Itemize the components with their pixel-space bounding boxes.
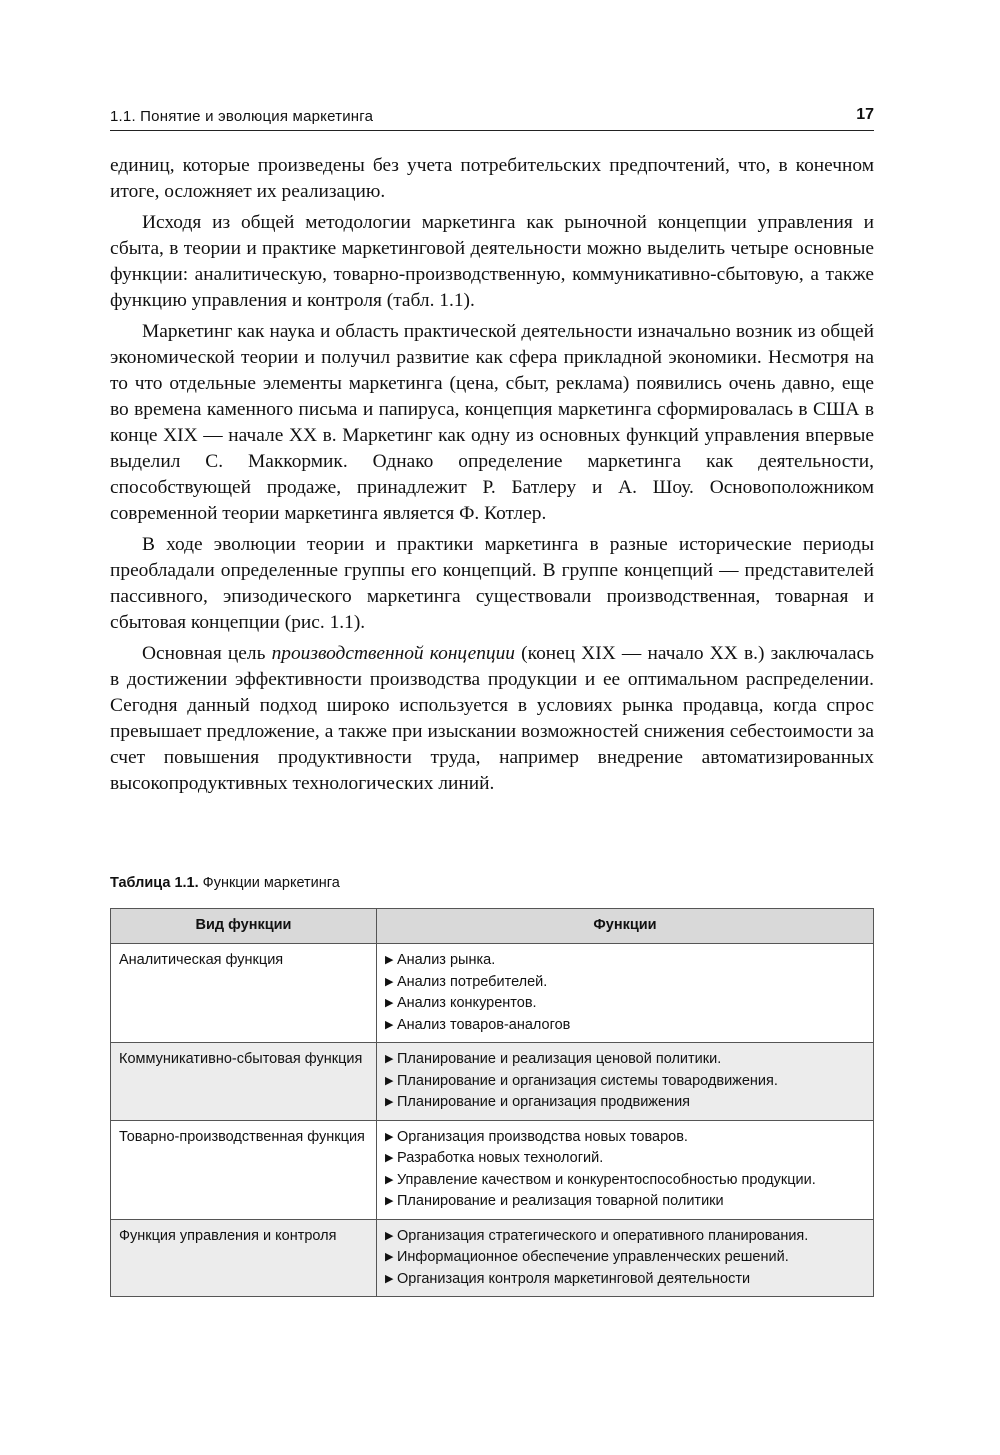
function-item-text: Планирование и организация системы товародвижения. [397, 1072, 778, 1089]
body-text [110, 153, 874, 802]
table-caption-label: Таблица 1.1. [110, 875, 199, 891]
paragraph-5-emphasis: производственной концепции [271, 642, 515, 664]
table-caption-text: Функции маркетинга [198, 875, 340, 891]
table-body [111, 944, 874, 1297]
function-list-item [385, 1247, 865, 1269]
function-list-cell [377, 1043, 874, 1121]
triangle-right-icon: ▶ [385, 1195, 394, 1207]
function-item-text: Анализ конкурентов. [397, 995, 537, 1011]
triangle-right-icon: ▶ [385, 1272, 394, 1285]
function-list-cell [377, 944, 874, 1043]
triangle-right-icon: ▶ [385, 975, 394, 988]
triangle-right-icon: ▶ [385, 1173, 394, 1186]
function-item-text: Управление качеством и конкурентоспособностью продукции. [397, 1171, 816, 1188]
function-list [385, 1226, 865, 1291]
function-list-item [385, 1049, 865, 1071]
function-item-text: Анализ потребителей. [397, 973, 548, 990]
function-kind-cell: Функция управления и контроля [111, 1219, 377, 1297]
function-list [385, 950, 865, 1036]
page-number: 17 [856, 106, 874, 123]
function-item-text: Информационное обеспечение управленческих решений. [397, 1249, 789, 1265]
function-list-item [385, 1127, 865, 1149]
function-item-text: Планирование и организация продвижения [397, 1094, 691, 1110]
function-list-item [385, 1015, 865, 1037]
triangle-right-icon: ▶ [385, 1130, 394, 1143]
function-item-text: Организация контроля маркетинговой деятельности [397, 1270, 751, 1287]
function-list [385, 1049, 865, 1114]
function-list-item [385, 1170, 865, 1192]
function-item-text: Анализ рынка. [397, 952, 496, 968]
function-item-text: Разработка новых технологий. [397, 1150, 604, 1166]
table-row [111, 1043, 874, 1121]
function-list-item [385, 950, 865, 972]
table-header-row [111, 909, 874, 944]
paragraph-5-end: (конец XIX — начало XX в.) заключалась в достижении эффективности производства продукции и ее оптимальном распределении. Сегодня данный подход широко используется в условиях рынка продавца, когда спрос превышает предложение, а также при изыскании возможностей снижения себестоимости за счет повышения продуктивности труда, например внедрение автоматизированных высокопродуктивных технологических линий. [110, 642, 874, 795]
function-item-text: Планирование и реализация ценовой политики. [397, 1051, 722, 1067]
section-title: 1.1. Понятие и эволюция маркетинга [110, 108, 374, 125]
table-row [111, 1219, 874, 1297]
table-caption [110, 875, 340, 891]
triangle-right-icon: ▶ [385, 1018, 394, 1031]
paragraph-1: единиц, которые произведены без учета потребительских предпочтений, что, в конечном итоге, осложняет их реализацию. [110, 155, 874, 203]
function-list-item [385, 993, 865, 1015]
running-header [110, 104, 874, 130]
function-kind-cell: Аналитическая функция [111, 944, 377, 1043]
function-item-text: Планирование и реализация товарной политики [397, 1193, 724, 1209]
function-list-item [385, 972, 865, 994]
table-row [111, 944, 874, 1043]
functions-table [110, 908, 874, 1297]
function-kind-cell: Товарно-производственная функция [111, 1120, 377, 1219]
triangle-right-icon: ▶ [385, 1053, 394, 1065]
paragraph-3: Маркетинг как наука и область практической деятельности изначально возник из общей экономической теории и получил развитие как сфера прикладной экономики. Несмотря на то что отдельные элементы маркетинга (цена, сбыт, реклама) появились очень давно, еще во времена каменного письма и папируса, концепция маркетинга сформировалась в США в конце XIX — начале XX в. Маркетинг как одну из основных функций управления впервые выделил С. Маккормик. Однако определение маркетинга как деятельности, способствующей продаже, принадлежит Р. Батлеру и А. Шоу. Основоположником современной теории маркетинга является Ф. Котлер. [110, 320, 874, 525]
function-list-item [385, 1269, 865, 1291]
triangle-right-icon: ▶ [385, 1152, 394, 1164]
triangle-right-icon: ▶ [385, 1096, 394, 1108]
function-list-cell [377, 1120, 874, 1219]
table-row [111, 1120, 874, 1219]
triangle-right-icon: ▶ [385, 954, 394, 966]
function-item-text: Организация производства новых товаров. [397, 1128, 688, 1145]
column-header-kind: Вид функции [111, 909, 377, 944]
function-list-item [385, 1191, 865, 1213]
paragraph-4: В ходе эволюции теории и практики маркетинга в разные исторические периоды преобладали определенные группы его концепций. В группе концепций — представителей пассивного, эпизодического маркетинга существовали производственная, товарная и сбытовая концепции (рис. 1.1). [110, 533, 874, 634]
function-item-text: Организация стратегического и оперативного планирования. [397, 1227, 809, 1244]
triangle-right-icon: ▶ [385, 1251, 394, 1263]
function-item-text: Анализ товаров-аналогов [397, 1016, 571, 1033]
triangle-right-icon: ▶ [385, 1229, 394, 1242]
function-list-item [385, 1071, 865, 1093]
function-list-item [385, 1092, 865, 1114]
triangle-right-icon: ▶ [385, 1074, 394, 1087]
header-divider [110, 130, 874, 131]
function-list-item [385, 1148, 865, 1170]
function-kind-cell: Коммуникативно-сбытовая функция [111, 1043, 377, 1121]
paragraph-5-start: Основная цель [142, 642, 272, 664]
function-list-cell [377, 1219, 874, 1297]
function-list [385, 1127, 865, 1213]
column-header-functions: Функции [377, 909, 874, 944]
paragraph-5 [110, 641, 874, 798]
function-list-item [385, 1226, 865, 1248]
paragraph-2: Исходя из общей методологии маркетинга как рыночной концепции управления и сбыта, в теории и практике маркетинговой деятельности можно выделить четыре основные функции: аналитическую, товарно-производственную, коммуникативно-сбытовую, а также функцию управления и контроля (табл. 1.1). [110, 211, 874, 311]
triangle-right-icon: ▶ [385, 997, 394, 1009]
